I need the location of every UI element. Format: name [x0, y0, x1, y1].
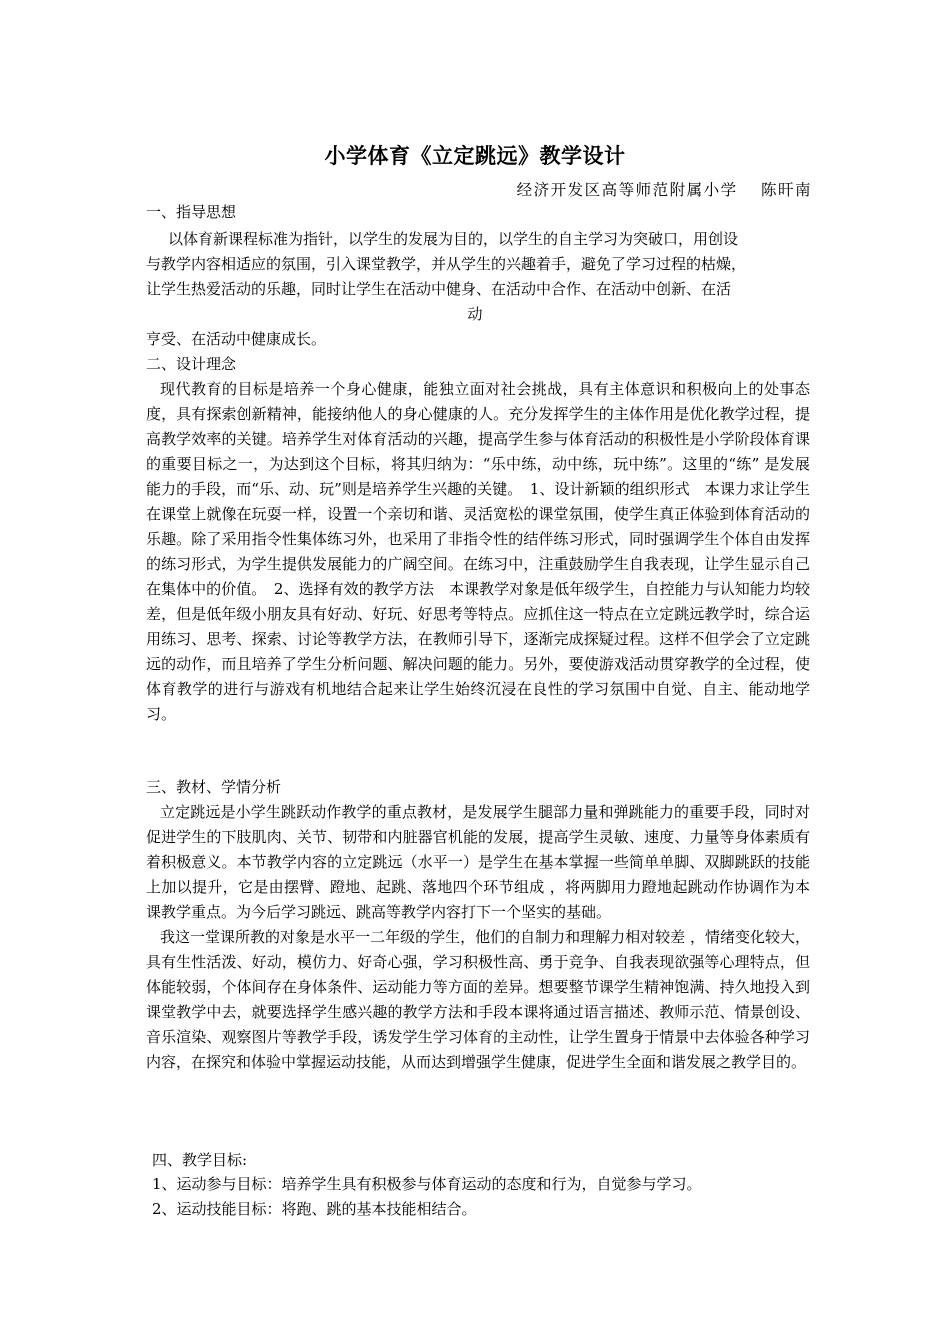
- guiding-thought-line-5: 亨受、在活动中健康成长。: [146, 330, 327, 348]
- material-analysis-block: [146, 800, 810, 1075]
- section-heading-design-concept: 二、设计理念: [146, 355, 237, 373]
- section-heading-teaching-goals: 四、教学目标:: [152, 1151, 248, 1169]
- author-line: 经济开发区高等师范附属小学 陈旰南: [516, 181, 812, 199]
- section-heading-guiding-thought: 一、指导思想: [146, 203, 237, 221]
- teaching-goal-item-2: 2、运动技能目标：将跑、跳的基本技能相结合。: [152, 1200, 477, 1218]
- teaching-goal-item-1: 1、运动参与目标：培养学生具有积极参与体育运动的态度和行为，自觉参与学习。: [152, 1175, 702, 1193]
- design-concept-paragraph: [146, 377, 810, 727]
- design-concept-text: 现代教育的目标是培养一个身心健康，能独立面对社会挑战，具有主体意识和积极向上的处事态度，具有探索创新精神，能接纳他人的身心健康的人。充分发挥学生的主体作用是优化教学过程，提高教学效率的关键。培养学生对体育活动的兴趣，提高学生参与体育活动的积极性是小学阶段体育课的重要目标之一，为达到这个目标，将其归纳为：“乐中练，动中练，玩中练”。这里的“练” 是发展能力的手段，而“乐、动、玩”则是培养学生兴趣的关键。 1、设计新颖的组织形式 本课力求让学生在课堂上就像在玩耍一样，设置一个亲切和谐、灵活宽松的课堂氛围，使学生真正体验到体育活动的乐趣。除了采用指令性集体练习外，也采用了非指令性的结伴练习形式，同时强调学生个体自由发挥的练习形式，为学生提供发展能力的广阔空间。在练习中，注重鼓励学生自我表现，让学生显示自己在集体中的价值。 2、选择有效的教学方法 本课教学对象是低年级学生，自控能力与认知能力均较差，但是低年级小朋友具有好动、好玩、好思考等特点。应抓住这一特点在立定跳远教学时，综合运用练习、思考、探索、讨论等教学方法，在教师引导下，逐渐完成探疑过程。这样不但学会了立定跳远的动作，而且培养了学生分析问题、解决问题的能力。另外，要使游戏活动贯穿教学的全过程，使体育教学的进行与游戏有机地结合起来让学生始终沉浸在良性的学习氛围中自觉、自主、能动地学习。: [146, 380, 810, 723]
- guiding-thought-line-1: 以体育新课程标准为指针，以学生的发展为目的，以学生的自主学习为突破口，用创设: [168, 230, 739, 248]
- material-analysis-paragraph-2: 我这一堂课所教的对象是水平一二年级的学生，他们的自制力和理解力相对较差 ，情绪变化较大，具有生性活泼、好动，模仿力、好奇心强，学习积极性高、勇于竞争、自我表现欲强等心理特点，但体能较弱，个体间存在身体条件、运动能力等方面的差异。想要整节课学生精神饱满、持久地投入到课堂教学中去，就要选择学生感兴趣的教学方法和手段本课将通过语言描述、教师示范、情景创设、音乐渲染、观察图片等教学手段，诱发学生学习体育的主动性，让学生置身于情景中去体验各种学习内容，在探究和体验中掌握运动技能，从而达到增强学生健康，促进学生全面和谐发展之教学目的。: [146, 928, 810, 1071]
- section-heading-material-analysis: 三、教材、学情分析: [146, 778, 282, 796]
- guiding-thought-line-3: 让学生热爱活动的乐趣，同时让学生在活动中健身、在活动中合作、在活动中创新、在活: [146, 280, 732, 298]
- guiding-thought-line-2: 与教学内容相适应的氛围，引入课堂教学，并从学生的兴趣着手，避免了学习过程的枯燥，: [146, 255, 747, 273]
- material-analysis-paragraph-1: 立定跳远是小学生跳跃动作教学的重点教材，是发展学生腿部力量和弹跳能力的重要手段，同时对促进学生的下肢肌肉、关节、韧带和内脏器官机能的发展，提高学生灵敏、速度、力量等身体素质有着积极意义。本节教学内容的立定跳远（水平一）是学生在基本掌握一些简单单脚、双脚跳跃的技能上加以提升，它是由摆臂、蹬地、起跳、落地四个环节组成 ，将两脚用力蹬地起跳动作协调作为本课教学重点。为今后学习跳远、跳高等教学内容打下一个坚实的基础。: [146, 803, 810, 921]
- document-title: 小学体育《立定跳远》教学设计: [324, 143, 626, 168]
- guiding-thought-line-4: 动: [467, 305, 483, 323]
